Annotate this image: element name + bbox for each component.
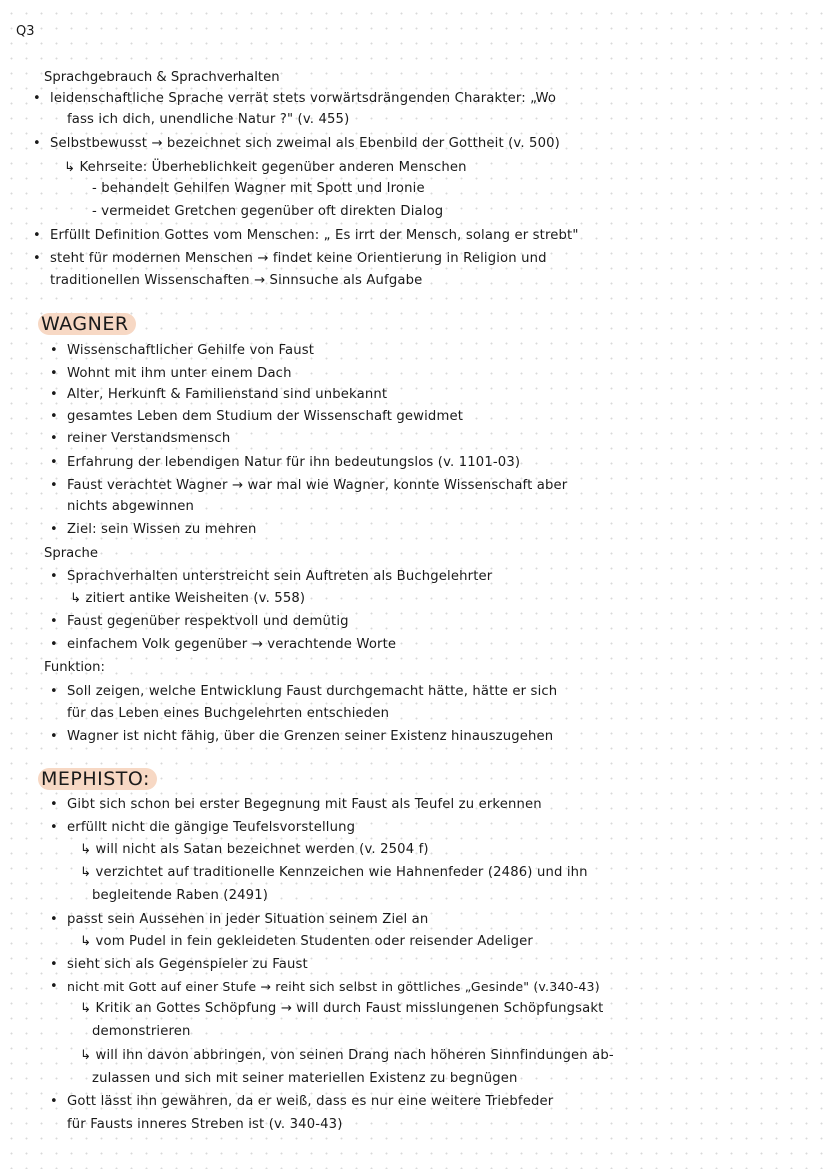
note-line: • leidenschaftliche Sprache verrät stets vorwärtsdrängenden Charakter: „Wo xyxy=(50,91,792,107)
note-line: • Alter, Herkunft & Familienstand sind unbekannt xyxy=(67,387,387,403)
note-line: nichts abgewinnen xyxy=(67,499,194,514)
note-line: ↳ vom Pudel in fein gekleideten Studenten oder reisender Adeliger xyxy=(80,934,533,949)
note-line: • Gibt sich schon bei erster Begegnung mit Faust als Teufel zu erkennen xyxy=(67,797,542,813)
note-line: • nicht mit Gott auf einer Stufe → reiht sich selbst in göttliches „Gesinde" (v.340-43) xyxy=(67,979,600,995)
note-line: ↳ verzichtet auf traditionelle Kennzeichen wie Hahnenfeder (2486) und ihn xyxy=(80,865,588,880)
page-number: Q3 xyxy=(16,24,35,39)
heading-wagner: WAGNER xyxy=(38,313,136,335)
note-line: • Erfahrung der lebendigen Natur für ihn bedeutungslos (v. 1101-03) xyxy=(67,455,520,471)
note-line: - behandelt Gehilfen Wagner mit Spott und Ironie xyxy=(92,181,425,196)
note-line: ↳ Kehrseite: Überheblichkeit gegenüber anderen Menschen xyxy=(64,160,467,175)
note-line: begleitende Raben (2491) xyxy=(92,888,269,903)
note-line: • Faust gegenüber respektvoll und demütig xyxy=(67,614,349,630)
note-line: • Faust verachtet Wagner → war mal wie Wagner, konnte Wissenschaft aber xyxy=(67,478,567,494)
note-line: • reiner Verstandsmensch xyxy=(67,431,230,447)
note-line: - vermeidet Gretchen gegenüber oft direkten Dialog xyxy=(92,204,444,219)
note-line: • Wagner ist nicht fähig, über die Grenzen seiner Existenz hinauszugehen xyxy=(67,729,553,745)
note-line: ↳ Kritik an Gottes Schöpfung → will durch Faust misslungenen Schöpfungsakt xyxy=(80,1001,604,1016)
subheading-sprachgebrauch: Sprachgebrauch & Sprachverhalten xyxy=(44,70,280,85)
note-line: • Wissenschaftlicher Gehilfe von Faust xyxy=(67,343,314,359)
subheading-funktion: Funktion: xyxy=(44,660,105,675)
note-line: • gesamtes Leben dem Studium der Wissenschaft gewidmet xyxy=(67,409,463,425)
note-line: • Erfüllt Definition Gottes vom Menschen: „ Es irrt der Mensch, solang er strebt" xyxy=(50,228,579,244)
note-line: • Wohnt mit ihm unter einem Dach xyxy=(67,366,292,382)
note-line: • Sprachverhalten unterstreicht sein Auftreten als Buchgelehrter xyxy=(67,569,492,585)
note-line: • passt sein Aussehen in jeder Situation seinem Ziel an xyxy=(67,912,428,928)
note-line: ↳ will ihn davon abbringen, von seinen Drang nach höheren Sinnfindungen ab- xyxy=(80,1048,614,1063)
note-line: • sieht sich als Gegenspieler zu Faust xyxy=(67,957,308,973)
note-line: für Fausts inneres Streben ist (v. 340-43) xyxy=(67,1117,343,1132)
note-line: • Soll zeigen, welche Entwicklung Faust durchgemacht hätte, hätte er sich xyxy=(67,684,557,700)
note-line: • Ziel: sein Wissen zu mehren xyxy=(67,522,257,538)
subheading-sprache: Sprache xyxy=(44,546,98,561)
note-line: • steht für modernen Menschen → findet keine Orientierung in Religion und xyxy=(50,251,547,267)
note-line: • Selbstbewusst → bezeichnet sich zweimal als Ebenbild der Gottheit (v. 500) xyxy=(50,136,560,152)
note-line: ↳ will nicht als Satan bezeichnet werden (v. 2504 f) xyxy=(80,842,429,857)
note-line: demonstrieren xyxy=(92,1024,191,1039)
note-line: ↳ zitiert antike Weisheiten (v. 558) xyxy=(70,591,306,606)
note-line: für das Leben eines Buchgelehrten entschieden xyxy=(67,706,390,721)
note-line: • Gott lässt ihn gewähren, da er weiß, dass es nur eine weitere Triebfeder xyxy=(67,1094,553,1110)
note-line: zulassen und sich mit seiner materiellen Existenz zu begnügen xyxy=(92,1071,518,1086)
note-line: traditionellen Wissenschaften → Sinnsuche als Aufgabe xyxy=(50,273,423,288)
note-line: fass ich dich, unendliche Natur ?" (v. 455) xyxy=(67,112,350,127)
note-line: • einfachem Volk gegenüber → verachtende Worte xyxy=(67,637,396,653)
note-line: • erfüllt nicht die gängige Teufelsvorstellung xyxy=(67,820,355,836)
heading-mephisto: MEPHISTO: xyxy=(38,768,157,790)
